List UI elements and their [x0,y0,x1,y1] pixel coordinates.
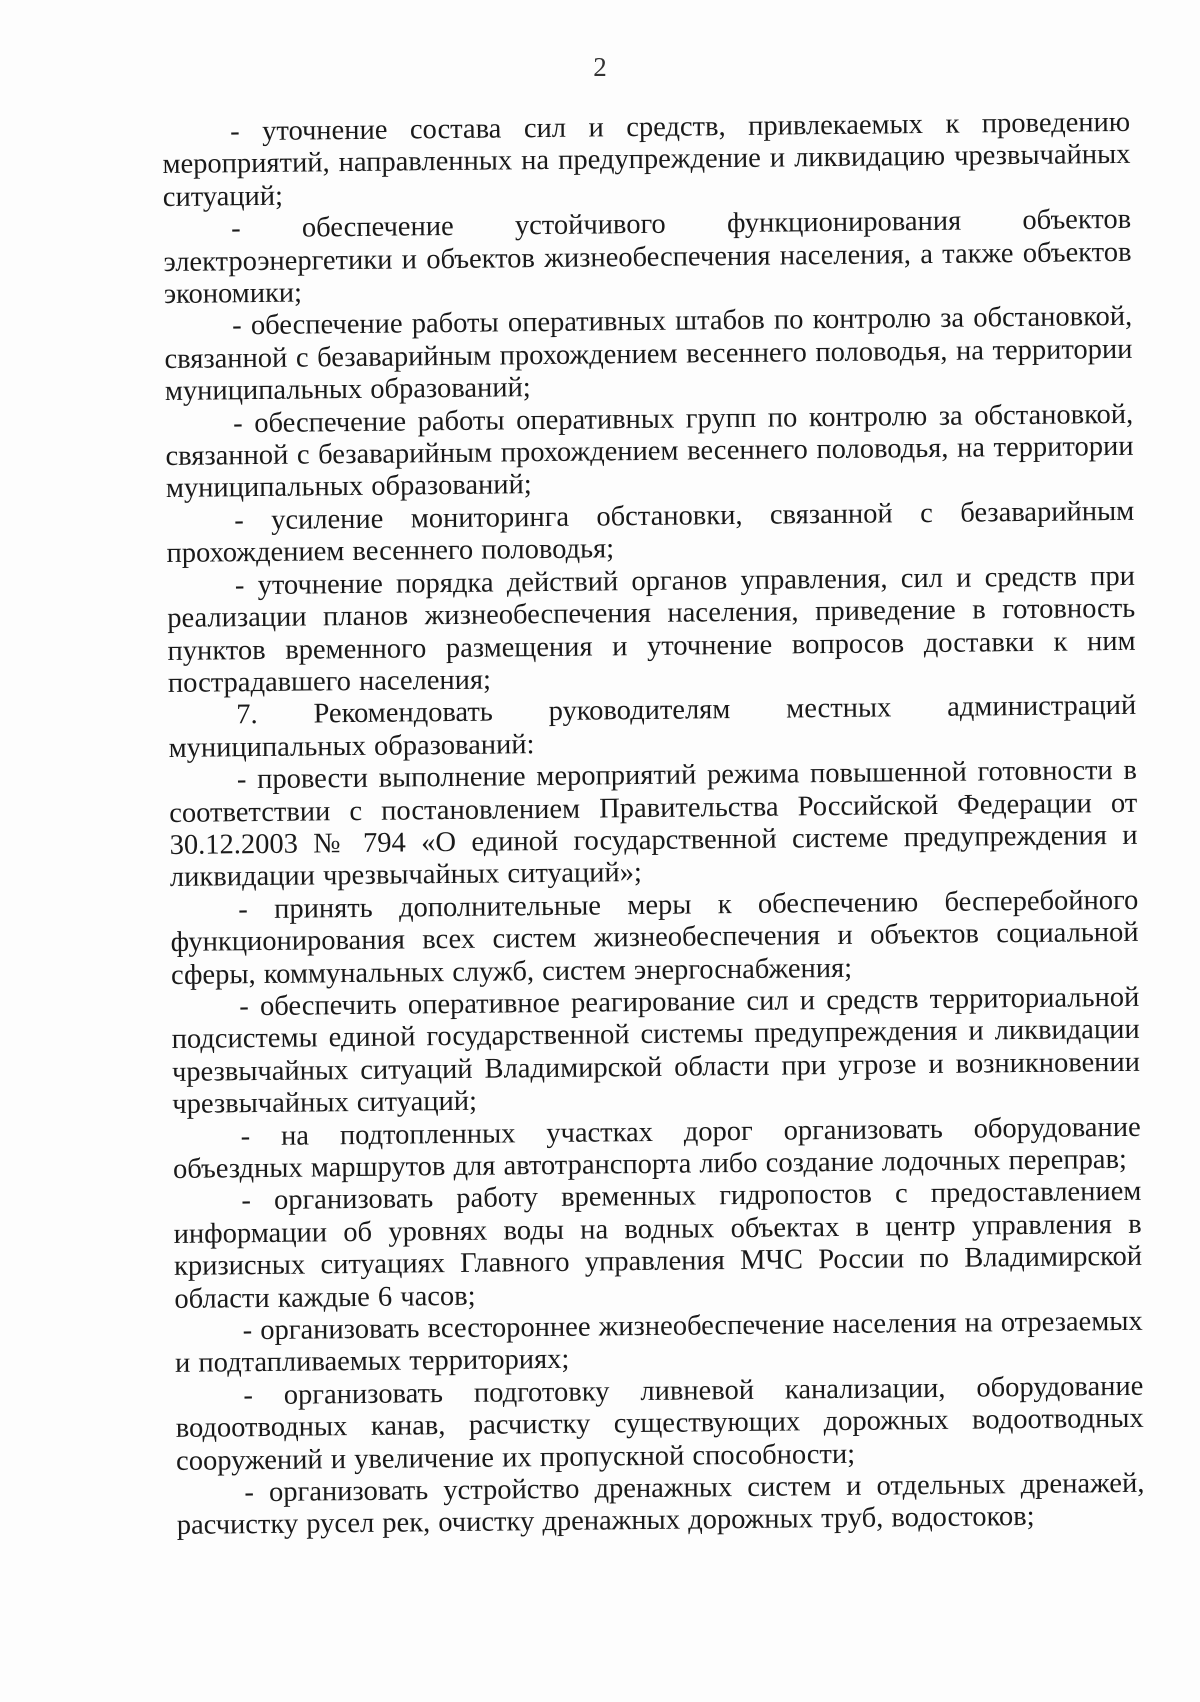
page-number: 2 [593,52,607,82]
paragraph: - организовать всестороннее жизнеобеспечение населения на отрезаемых и подтапливаемых территориях; [174,1305,1143,1380]
paragraph: - обеспечение работы оперативных штабов по контролю за обстановкой, связанной с безаварийным прохождением весеннего половодья, на территории муниципальных образований; [164,301,1133,408]
paragraph: - провести выполнение мероприятий режима повышенной готовности в соответствии с постановлением Правительства Российской Федерации от 30.12.2003 № 794 «О единой государственной системе предупреждения и ликвидации чрезвычайных ситуаций»; [169,754,1138,894]
paragraph: - обеспечение работы оперативных групп по контролю за обстановкой, связанной с безаварийным прохождением весеннего половодья, на территории муниципальных образований; [165,398,1134,505]
paragraph-numbered: 7. Рекомендовать руководителям местных администраций муниципальных образований: [168,690,1137,764]
document-body [162,107,1145,1543]
paragraph: - на подтопленных участках дорог организовать оборудование объездных маршрутов для автотранспорта либо создание лодочных переправ; [172,1111,1141,1185]
paragraph: - уточнение состава сил и средств, привлекаемых к проведению мероприятий, направленных на предупреждение и ликвидацию чрезвычайных ситуаций; [162,106,1131,213]
paragraph: - организовать работу временных гидропостов с предоставлением информации об уровнях воды на водных объектах в центр управления в кризисных ситуациях Главного управления МЧС России по Владимирской области каждые 6 часов; [173,1176,1143,1315]
paragraph: - усиление мониторинга обстановки, связанной с безаварийным прохождением весеннего половодья; [166,495,1135,570]
paragraph: - уточнение порядка действий органов управления, сил и средств при реализации планов жизнеобеспечения населения, приведение в готовность пунктов временного размещения и уточнение вопросов доставки к ним пострадавшего населения; [167,560,1136,699]
paragraph: - организовать устройство дренажных систем и отдельных дренажей, расчистку русел рек, очистку дренажных дорожных труб, водостоков; [176,1467,1145,1542]
paragraph: - организовать подготовку ливневой канализации, оборудование водоотводных канав, расчистку существующих дорожных водоотводных сооружений и увеличение их пропускной способности; [175,1370,1144,1477]
paragraph: - обеспечение устойчивого функционирования объектов электроэнергетики и объектов жизнеобеспечения населения, а также объектов экономики; [163,204,1132,311]
paragraph: - принять дополнительные меры к обеспечению бесперебойного функционирования всех систем жизнеобеспечения и объектов социальной сферы, коммунальных служб, систем энергоснабжения; [170,884,1139,991]
paragraph: - обеспечить оперативное реагирование сил и средств территориальной подсистемы единой государственной системы предупреждения и ликвидации чрезвычайных ситуаций Владимирской области при угрозе и возникновении чрезвычайных ситуаций; [171,981,1141,1121]
